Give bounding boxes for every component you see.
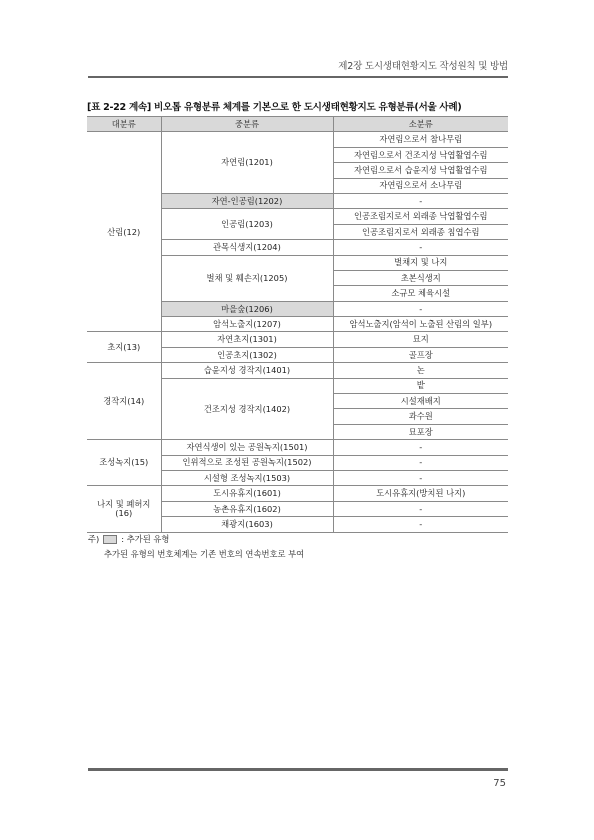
minor-category-cell: -	[333, 193, 508, 208]
minor-category-cell: 인공조림지로서 외래종 낙엽활엽수림	[333, 209, 508, 224]
middle-category-cell: 관목식생지(1204)	[161, 240, 333, 255]
major-category-cell: 경작지(14)	[87, 363, 161, 440]
minor-category-cell: 암석노출지(암석이 노출된 산림의 일부)	[333, 317, 508, 332]
minor-category-cell: -	[333, 455, 508, 470]
table-row	[87, 132, 508, 147]
major-category-cell: 조성녹지(15)	[87, 440, 161, 486]
middle-category-cell: 자연-인공림(1202)	[161, 193, 333, 208]
middle-category-cell: 인공림(1203)	[161, 209, 333, 240]
major-category-cell: 초지(13)	[87, 332, 161, 363]
middle-category-cell: 시설형 조성녹지(1503)	[161, 470, 333, 485]
middle-category-cell: 도시유휴지(1601)	[161, 486, 333, 501]
minor-category-cell: -	[333, 470, 508, 485]
table-row	[87, 440, 508, 455]
minor-category-cell: 시설재배지	[333, 394, 508, 409]
minor-category-cell: 골프장	[333, 347, 508, 362]
major-category-cell: 나지 및 폐허지 (16)	[87, 486, 161, 532]
minor-category-cell: -	[333, 301, 508, 316]
minor-category-cell: 과수원	[333, 409, 508, 424]
middle-category-cell: 암석노출지(1207)	[161, 317, 333, 332]
middle-category-cell: 벌채 및 훼손지(1205)	[161, 255, 333, 301]
minor-category-cell: 인공조림지로서 외래종 침엽수림	[333, 224, 508, 239]
minor-category-cell: 묘지	[333, 332, 508, 347]
middle-category-cell: 건조지성 경작지(1402)	[161, 378, 333, 440]
classification-table-wrap	[87, 116, 508, 533]
note-legend-label: : 추가된 유형	[121, 534, 170, 544]
classification-table	[87, 116, 508, 533]
minor-category-cell: -	[333, 517, 508, 532]
minor-category-cell: -	[333, 240, 508, 255]
minor-category-cell: 자연림으로서 건조지성 낙엽활엽수림	[333, 147, 508, 162]
minor-category-cell: 도시유휴지(방치된 나지)	[333, 486, 508, 501]
header-major-category: 대분류	[87, 117, 161, 132]
middle-category-cell: 습윤지성 경작지(1401)	[161, 363, 333, 378]
running-header: 제2장 도시생태현황지도 작성원칙 및 방법	[338, 61, 508, 72]
header-rule	[88, 76, 508, 78]
major-category-cell: 산림(12)	[87, 132, 161, 332]
middle-category-cell: 자연림(1201)	[161, 132, 333, 194]
minor-category-cell: 자연림으로서 참나무림	[333, 132, 508, 147]
minor-category-cell: 묘포장	[333, 424, 508, 439]
table-header-row	[87, 117, 508, 132]
middle-category-cell: 자연초지(1301)	[161, 332, 333, 347]
minor-category-cell: 자연림으로서 소나무림	[333, 178, 508, 193]
middle-category-cell: 인공초지(1302)	[161, 347, 333, 362]
minor-category-cell: -	[333, 501, 508, 516]
header-minor-category: 소분류	[333, 117, 508, 132]
table-caption: [표 2-22 계속] 비오톱 유형분류 체계를 기본으로 한 도시생태현황지도 유형분류(서울 사례)	[87, 102, 462, 113]
middle-category-cell: 마을숲(1206)	[161, 301, 333, 316]
note-numbering-text: 추가된 유형의 번호체계는 기존 번호의 연속번호로 부여	[104, 549, 305, 559]
middle-category-cell: 농촌유휴지(1602)	[161, 501, 333, 516]
page-number: 75	[493, 778, 506, 789]
minor-category-cell: 초본식생지	[333, 270, 508, 285]
header-middle-category: 중분류	[161, 117, 333, 132]
table-row	[87, 486, 508, 501]
table-row	[87, 332, 508, 347]
footer-rule	[88, 768, 508, 771]
table-note	[88, 533, 304, 560]
minor-category-cell: 논	[333, 363, 508, 378]
middle-category-cell: 인위적으로 조성된 공원녹지(1502)	[161, 455, 333, 470]
minor-category-cell: 밭	[333, 378, 508, 393]
added-type-swatch	[103, 535, 117, 544]
minor-category-cell: 자연림으로서 습윤지성 낙엽활엽수림	[333, 163, 508, 178]
note-prefix: 주)	[88, 534, 100, 544]
table-row	[87, 363, 508, 378]
minor-category-cell: 벌채지 및 나지	[333, 255, 508, 270]
note-legend-row	[88, 533, 304, 545]
middle-category-cell: 자연식생이 있는 공원녹지(1501)	[161, 440, 333, 455]
minor-category-cell: 소규모 체육시설	[333, 286, 508, 301]
middle-category-cell: 채광지(1603)	[161, 517, 333, 532]
minor-category-cell: -	[333, 440, 508, 455]
